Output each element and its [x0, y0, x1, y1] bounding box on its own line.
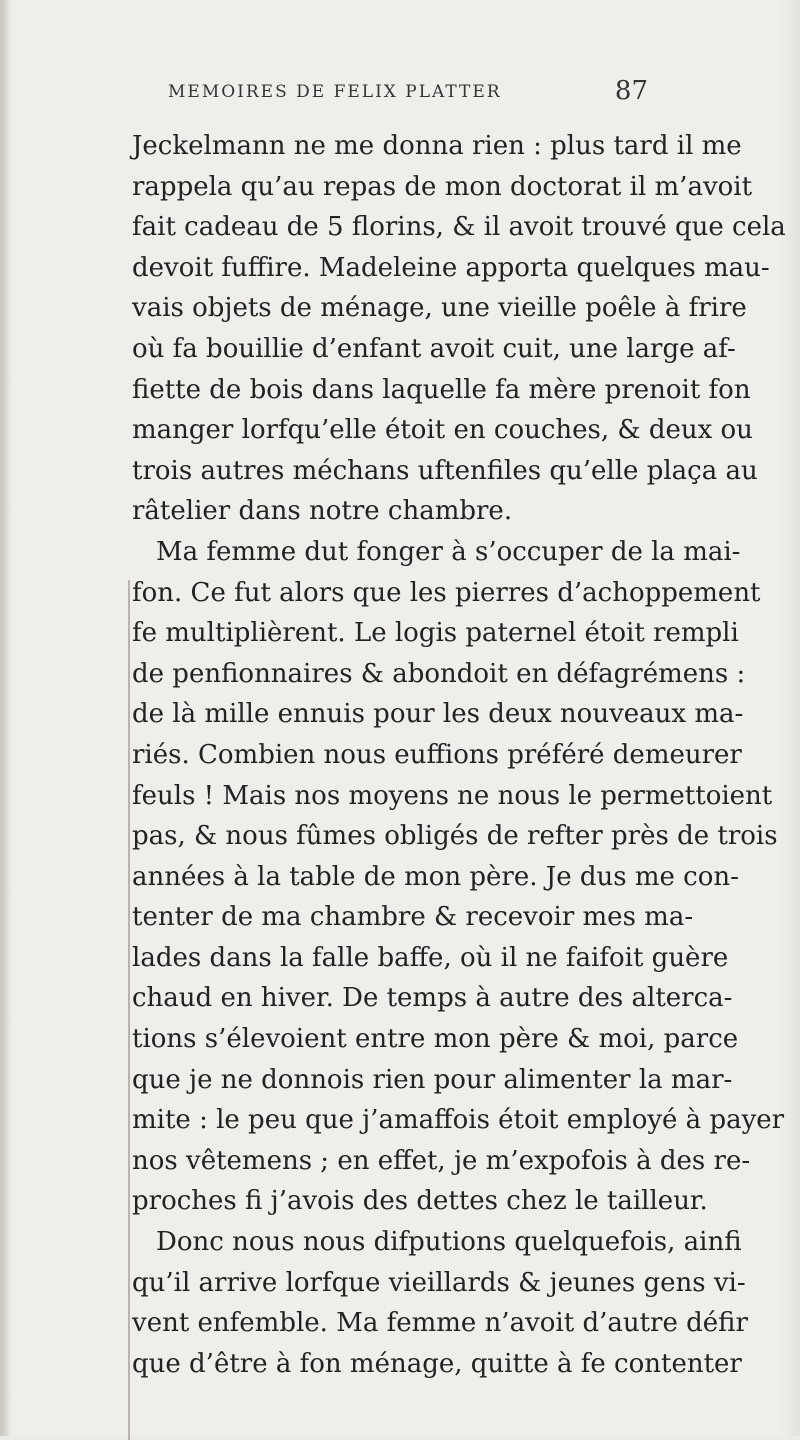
text-line: mite : le peu que j’amaffois étoit employé à payer — [132, 1105, 785, 1136]
text-line: tenter de ma chambre & recevoir mes ma- — [132, 902, 694, 933]
text-line: Ma femme dut fonger à s’occuper de la mai- — [156, 536, 741, 567]
text-line: Jeckelmann ne me donna rien : plus tard il me — [132, 131, 742, 161]
margin-rule — [128, 580, 130, 1440]
text-line: vent enfemble. Ma femme n’avoit d’autre défir — [132, 1308, 748, 1339]
text-line: qu’il arrive lorfque vieillards & jeunes gens vi- — [132, 1267, 746, 1298]
text-line: fon. Ce fut alors que les pierres d’achoppement — [132, 577, 761, 608]
page-gutter-shadow — [0, 0, 10, 1436]
body-text — [132, 126, 786, 1384]
text-line: de là mille ennuis pour les deux nouveaux ma- — [132, 699, 744, 730]
text-line: de penfionnaires & abondoit en défagrémens : — [132, 658, 746, 689]
text-line: fait cadeau de 5 florins, & il avoit trouvé que cela — [132, 212, 786, 243]
text-line: tions s’élevoient entre mon père & moi, parce — [132, 1024, 739, 1055]
text-line: nos vêtemens ; en effet, je m’expofois à des re- — [132, 1145, 751, 1176]
text-line: vais objets de ménage, une vieille poêle à frire — [132, 293, 747, 324]
text-line: lades dans la falle baffe, où il ne faifoit guère — [132, 942, 729, 973]
text-line: pas, & nous fûmes obligés de refter près de trois — [132, 821, 778, 852]
text-line: années à la table de mon père. Je dus me con- — [132, 861, 739, 892]
text-line: que d’être à fon ménage, quitte à fe contenter — [132, 1348, 742, 1379]
text-line: fiette de bois dans laquelle fa mère prenoit fon — [132, 374, 751, 405]
text-line: où fa bouillie d’enfant avoit cuit, une large af- — [132, 333, 736, 364]
text-line: feuls ! Mais nos moyens ne nous le permettoient — [132, 780, 773, 811]
page-number: 87 — [614, 76, 648, 106]
text-line: fe multiplièrent. Le logis paternel étoit rempli — [132, 618, 739, 649]
text-line: rappela qu’au repas de mon doctorat il m’avoit — [132, 171, 753, 202]
text-line: devoit fuffire. Madeleine apporta quelques mau- — [132, 252, 770, 283]
text-line: chaud en hiver. De temps à autre des alterca- — [132, 983, 733, 1014]
text-line: que je ne donnois rien pour alimenter la mar- — [132, 1064, 733, 1095]
running-title: MEMOIRES DE FELIX PLATTER — [168, 82, 502, 102]
text-line: trois autres méchans uftenfiles qu’elle plaça au — [132, 455, 758, 486]
text-line: manger lorfqu’elle étoit en couches, & deux ou — [132, 415, 753, 446]
text-line: Donc nous nous difputions quelquefois, ainfi — [156, 1227, 742, 1258]
text-line: proches fi j’avois des dettes chez le tailleur. — [132, 1186, 708, 1217]
text-line: râtelier dans notre chambre. — [132, 496, 513, 527]
text-line: riés. Combien nous euffions préféré demeurer — [132, 739, 742, 770]
